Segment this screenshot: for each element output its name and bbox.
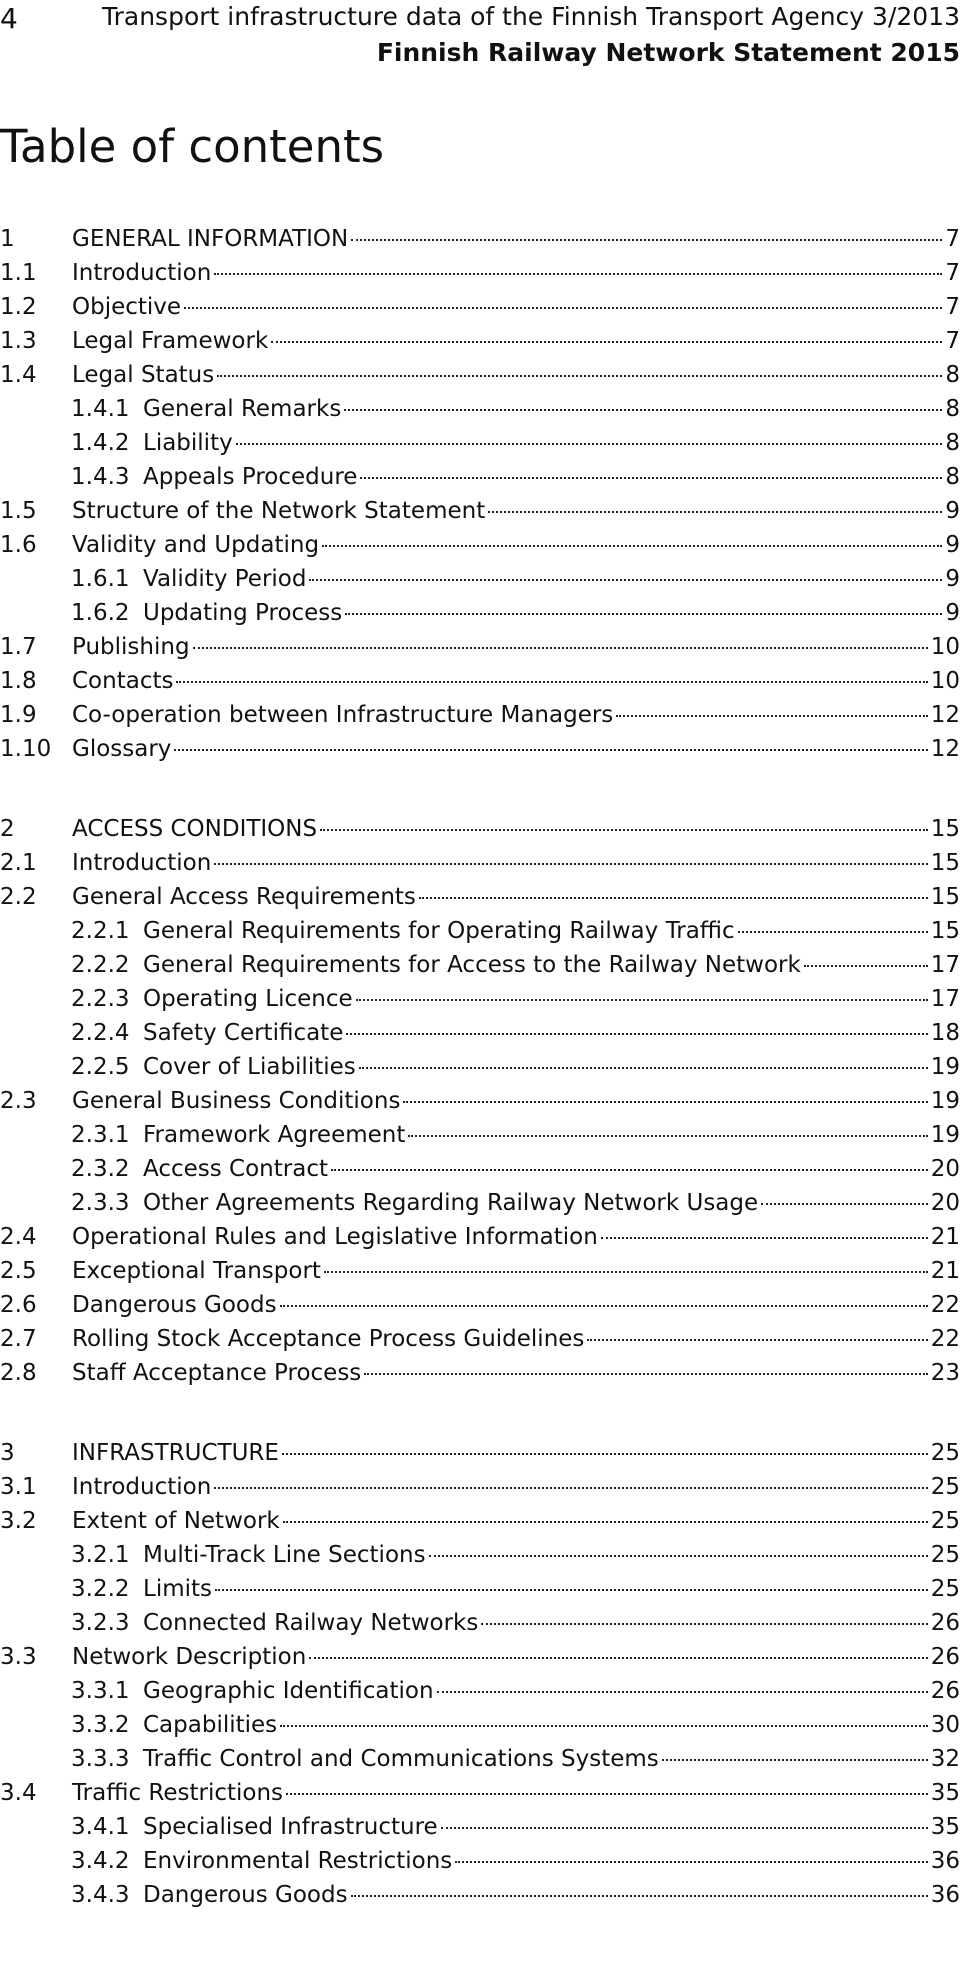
toc-entry-title: Structure of the Network Statement <box>72 498 486 524</box>
toc-entry-number: 1.4.1 <box>71 396 130 422</box>
toc-entry-page: 30 <box>930 1712 960 1738</box>
toc-dot-leader <box>215 1589 928 1591</box>
toc-entry-page: 20 <box>930 1156 960 1182</box>
toc-dot-leader <box>345 613 942 615</box>
toc-entry-title: General Requirements for Access to the Railway Network <box>143 952 801 978</box>
toc-entry-title: Framework Agreement <box>143 1122 406 1148</box>
toc-entry-number: 1.6.2 <box>71 600 130 626</box>
toc-entry[interactable] <box>0 918 960 952</box>
toc-entry[interactable] <box>0 1020 960 1054</box>
toc-entry-number: 3.4 <box>0 1780 37 1806</box>
toc-entry-page: 8 <box>945 430 960 456</box>
toc-entry[interactable] <box>0 1440 960 1474</box>
toc-entry-number: 2.2.1 <box>71 918 130 944</box>
toc-entry-number: 2.7 <box>0 1326 37 1352</box>
toc-entry-page: 15 <box>930 884 960 910</box>
toc-entry-number: 3.1 <box>0 1474 37 1500</box>
toc-entry[interactable] <box>0 1292 960 1326</box>
toc-entry-number: 1.4.2 <box>71 430 130 456</box>
toc-entry-page: 20 <box>930 1190 960 1216</box>
toc-entry-title: General Remarks <box>143 396 342 422</box>
toc-dot-leader <box>441 1827 928 1829</box>
toc-dot-leader <box>488 511 942 513</box>
toc-entry-number: 1.2 <box>0 294 37 320</box>
toc-entry-page: 25 <box>930 1542 960 1568</box>
toc-entry[interactable] <box>0 1576 960 1610</box>
toc-entry-number: 2.2 <box>0 884 37 910</box>
toc-dot-leader <box>236 443 943 445</box>
table-of-contents <box>0 226 960 1962</box>
toc-dot-leader <box>437 1691 928 1693</box>
toc-entry-page: 25 <box>930 1508 960 1534</box>
header-publication: Transport infrastructure data of the Finnish Transport Agency 3/2013 <box>102 2 960 31</box>
toc-entry-page: 15 <box>930 918 960 944</box>
toc-entry-title: General Requirements for Operating Railway Traffic <box>143 918 735 944</box>
toc-entry-title: Dangerous Goods <box>72 1292 277 1318</box>
toc-entry-number: 1.9 <box>0 702 37 728</box>
toc-dot-leader <box>662 1759 928 1761</box>
toc-entry-page: 23 <box>930 1360 960 1386</box>
toc-dot-leader <box>601 1237 928 1239</box>
toc-entry-title: General Access Requirements <box>72 884 416 910</box>
toc-entry-page: 21 <box>930 1224 960 1250</box>
toc-entry-page: 9 <box>945 600 960 626</box>
toc-dot-leader <box>351 1895 928 1897</box>
toc-entry-title: Access Contract <box>143 1156 328 1182</box>
toc-entry[interactable] <box>0 1746 960 1780</box>
toc-entry-page: 19 <box>930 1122 960 1148</box>
toc-entry-number: 2.8 <box>0 1360 37 1386</box>
toc-dot-leader <box>481 1623 927 1625</box>
toc-entry[interactable] <box>0 1360 960 1394</box>
toc-dot-leader <box>280 1305 928 1307</box>
toc-entry-title: Operating Licence <box>143 986 353 1012</box>
toc-entry-title: Glossary <box>72 736 172 762</box>
toc-entry-page: 15 <box>930 850 960 876</box>
toc-dot-leader <box>324 1271 928 1273</box>
toc-entry-title: Introduction <box>72 1474 212 1500</box>
toc-dot-leader <box>344 409 942 411</box>
toc-entry-page: 12 <box>930 702 960 728</box>
toc-entry-title: ACCESS CONDITIONS <box>72 816 318 842</box>
toc-entry[interactable] <box>0 328 960 362</box>
toc-entry-page: 17 <box>930 986 960 1012</box>
toc-entry-title: Liability <box>143 430 233 456</box>
toc-entry[interactable] <box>0 1780 960 1814</box>
toc-entry-page: 26 <box>930 1610 960 1636</box>
toc-entry[interactable] <box>0 464 960 498</box>
toc-entry-page: 9 <box>945 498 960 524</box>
toc-entry-number: 2.3.1 <box>71 1122 130 1148</box>
toc-entry-page: 15 <box>930 816 960 842</box>
toc-entry-title: Rolling Stock Acceptance Process Guidelines <box>72 1326 585 1352</box>
toc-title: Table of contents <box>0 120 385 173</box>
toc-entry[interactable] <box>0 1848 960 1882</box>
toc-entry[interactable] <box>0 362 960 396</box>
toc-entry[interactable] <box>0 1190 960 1224</box>
toc-entry-page: 12 <box>930 736 960 762</box>
toc-entry-number: 3.3 <box>0 1644 37 1670</box>
toc-entry-title: Traffic Restrictions <box>72 1780 284 1806</box>
toc-entry-number: 2.1 <box>0 850 37 876</box>
toc-dot-leader <box>184 307 942 309</box>
page-number: 4 <box>0 2 18 35</box>
toc-entry-title: Capabilities <box>143 1712 278 1738</box>
toc-entry-title: Introduction <box>72 850 212 876</box>
toc-entry-title: Validity Period <box>143 566 307 592</box>
toc-dot-leader <box>309 579 942 581</box>
toc-entry-page: 26 <box>930 1644 960 1670</box>
toc-entry-page: 7 <box>945 294 960 320</box>
toc-section <box>0 226 960 770</box>
toc-entry-number: 2.6 <box>0 1292 37 1318</box>
toc-entry[interactable] <box>0 1814 960 1848</box>
toc-dot-leader <box>217 375 942 377</box>
toc-entry-title: General Business Conditions <box>72 1088 401 1114</box>
toc-entry-number: 3.2.1 <box>71 1542 130 1568</box>
toc-entry-page: 10 <box>930 634 960 660</box>
toc-entry-number: 2.3.3 <box>71 1190 130 1216</box>
toc-entry[interactable] <box>0 952 960 986</box>
toc-entry-number: 1.8 <box>0 668 37 694</box>
toc-dot-leader <box>174 749 927 751</box>
toc-section <box>0 816 960 1394</box>
toc-entry[interactable] <box>0 850 960 884</box>
toc-entry-title: Legal Status <box>72 362 215 388</box>
toc-entry-page: 32 <box>930 1746 960 1772</box>
toc-entry[interactable] <box>0 1542 960 1576</box>
toc-entry[interactable] <box>0 634 960 668</box>
toc-entry-number: 2.3.2 <box>71 1156 130 1182</box>
toc-dot-leader <box>587 1339 927 1341</box>
toc-entry[interactable] <box>0 1224 960 1258</box>
toc-entry-title: Objective <box>72 294 182 320</box>
toc-entry-title: Introduction <box>72 260 212 286</box>
toc-entry-title: Dangerous Goods <box>143 1882 348 1908</box>
toc-entry-number: 3.3.2 <box>71 1712 130 1738</box>
toc-entry[interactable] <box>0 294 960 328</box>
toc-entry-number: 2.2.4 <box>71 1020 130 1046</box>
toc-dot-leader <box>214 863 927 865</box>
toc-entry-title: Limits <box>143 1576 212 1602</box>
toc-entry[interactable] <box>0 1678 960 1712</box>
toc-entry-number: 3.4.1 <box>71 1814 130 1840</box>
toc-entry-page: 36 <box>930 1882 960 1908</box>
toc-entry-number: 1.5 <box>0 498 37 524</box>
toc-entry-number: 1.1 <box>0 260 37 286</box>
toc-entry-page: 21 <box>930 1258 960 1284</box>
toc-entry-page: 25 <box>930 1474 960 1500</box>
toc-entry-title: Operational Rules and Legislative Information <box>72 1224 598 1250</box>
toc-entry-number: 1.6.1 <box>71 566 130 592</box>
toc-entry[interactable] <box>0 260 960 294</box>
toc-dot-leader <box>346 1033 927 1035</box>
toc-entry-title: Validity and Updating <box>72 532 320 558</box>
toc-dot-leader <box>364 1373 927 1375</box>
toc-section <box>0 1440 960 1916</box>
toc-entry-page: 19 <box>930 1088 960 1114</box>
toc-dot-leader <box>351 239 942 241</box>
toc-entry-number: 3 <box>0 1440 15 1466</box>
toc-entry-title: Cover of Liabilities <box>143 1054 356 1080</box>
toc-dot-leader <box>280 1725 928 1727</box>
toc-entry-title: Safety Certificate <box>143 1020 344 1046</box>
toc-entry-number: 3.4.3 <box>71 1882 130 1908</box>
toc-entry[interactable] <box>0 1474 960 1508</box>
toc-entry[interactable] <box>0 1712 960 1746</box>
toc-entry-title: Extent of Network <box>72 1508 280 1534</box>
toc-entry[interactable] <box>0 1054 960 1088</box>
toc-dot-leader <box>455 1861 927 1863</box>
toc-entry-page: 26 <box>930 1678 960 1704</box>
toc-entry[interactable] <box>0 226 960 260</box>
toc-entry-title: Exceptional Transport <box>72 1258 321 1284</box>
toc-entry[interactable] <box>0 986 960 1020</box>
toc-dot-leader <box>331 1169 928 1171</box>
toc-dot-leader <box>616 715 927 717</box>
toc-entry[interactable] <box>0 1508 960 1542</box>
toc-entry[interactable] <box>0 566 960 600</box>
toc-dot-leader <box>322 545 942 547</box>
toc-entry-number: 3.2.3 <box>71 1610 130 1636</box>
toc-entry-page: 25 <box>930 1576 960 1602</box>
toc-dot-leader <box>359 1067 928 1069</box>
toc-entry[interactable] <box>0 668 960 702</box>
toc-dot-leader <box>309 1657 927 1659</box>
toc-entry[interactable] <box>0 1156 960 1190</box>
toc-entry-title: GENERAL INFORMATION <box>72 226 349 252</box>
toc-dot-leader <box>214 273 942 275</box>
toc-dot-leader <box>214 1487 927 1489</box>
toc-entry-page: 35 <box>930 1814 960 1840</box>
toc-entry-page: 8 <box>945 464 960 490</box>
toc-entry-title: Connected Railway Networks <box>143 1610 479 1636</box>
toc-entry-page: 36 <box>930 1848 960 1874</box>
toc-entry[interactable] <box>0 1644 960 1678</box>
toc-entry-number: 1.4 <box>0 362 37 388</box>
toc-entry-page: 9 <box>945 532 960 558</box>
toc-entry-title: Specialised Infrastructure <box>143 1814 438 1840</box>
toc-entry-page: 7 <box>945 226 960 252</box>
toc-entry-number: 3.3.1 <box>71 1678 130 1704</box>
toc-entry-title: Other Agreements Regarding Railway Network Usage <box>143 1190 759 1216</box>
toc-entry[interactable] <box>0 702 960 736</box>
toc-entry-page: 22 <box>930 1292 960 1318</box>
toc-dot-leader <box>360 477 942 479</box>
toc-entry-title: Network Description <box>72 1644 307 1670</box>
toc-entry[interactable] <box>0 600 960 634</box>
toc-entry[interactable] <box>0 1882 960 1916</box>
toc-dot-leader <box>738 931 928 933</box>
toc-entry-page: 7 <box>945 260 960 286</box>
toc-entry-number: 3.3.3 <box>71 1746 130 1772</box>
toc-entry-title: Environmental Restrictions <box>143 1848 453 1874</box>
toc-entry-title: Appeals Procedure <box>143 464 358 490</box>
toc-entry-page: 19 <box>930 1054 960 1080</box>
toc-dot-leader <box>176 681 927 683</box>
toc-entry-page: 9 <box>945 566 960 592</box>
toc-entry-title: Geographic Identification <box>143 1678 434 1704</box>
toc-entry-number: 1.7 <box>0 634 37 660</box>
toc-entry-title: INFRASTRUCTURE <box>72 1440 279 1466</box>
toc-entry-number: 2.4 <box>0 1224 37 1250</box>
toc-dot-leader <box>271 341 942 343</box>
toc-entry-number: 2 <box>0 816 15 842</box>
toc-dot-leader <box>408 1135 927 1137</box>
toc-dot-leader <box>320 829 928 831</box>
toc-dot-leader <box>804 965 928 967</box>
toc-entry[interactable] <box>0 816 960 850</box>
toc-dot-leader <box>761 1203 928 1205</box>
toc-entry-number: 1 <box>0 226 15 252</box>
toc-entry[interactable] <box>0 884 960 918</box>
toc-entry-title: Publishing <box>72 634 190 660</box>
toc-entry-number: 2.3 <box>0 1088 37 1114</box>
toc-entry-number: 2.2.2 <box>71 952 130 978</box>
toc-entry-page: 7 <box>945 328 960 354</box>
toc-entry[interactable] <box>0 396 960 430</box>
toc-entry-title: Updating Process <box>143 600 343 626</box>
toc-entry-number: 1.4.3 <box>71 464 130 490</box>
toc-entry-page: 18 <box>930 1020 960 1046</box>
toc-entry[interactable] <box>0 736 960 770</box>
toc-entry-page: 25 <box>930 1440 960 1466</box>
toc-dot-leader <box>286 1793 928 1795</box>
toc-dot-leader <box>193 647 928 649</box>
toc-entry[interactable] <box>0 1326 960 1360</box>
toc-entry[interactable] <box>0 1122 960 1156</box>
toc-dot-leader <box>282 1453 928 1455</box>
toc-entry-title: Contacts <box>72 668 174 694</box>
toc-entry-number: 1.10 <box>0 736 52 762</box>
toc-entry-number: 2.2.3 <box>71 986 130 1012</box>
toc-dot-leader <box>283 1521 928 1523</box>
toc-entry[interactable] <box>0 430 960 464</box>
toc-entry-title: Co-operation between Infrastructure Managers <box>72 702 614 728</box>
toc-entry-number: 3.4.2 <box>71 1848 130 1874</box>
toc-entry-page: 10 <box>930 668 960 694</box>
toc-dot-leader <box>419 897 928 899</box>
toc-entry[interactable] <box>0 498 960 532</box>
toc-entry-title: Multi-Track Line Sections <box>143 1542 426 1568</box>
toc-entry[interactable] <box>0 1610 960 1644</box>
toc-dot-leader <box>403 1101 927 1103</box>
toc-entry-number: 1.3 <box>0 328 37 354</box>
toc-entry-page: 8 <box>945 396 960 422</box>
toc-entry[interactable] <box>0 1088 960 1122</box>
header-document-title: Finnish Railway Network Statement 2015 <box>376 38 960 67</box>
toc-dot-leader <box>429 1555 928 1557</box>
toc-entry[interactable] <box>0 532 960 566</box>
toc-entry-page: 35 <box>930 1780 960 1806</box>
toc-dot-leader <box>356 999 928 1001</box>
toc-entry-page: 22 <box>930 1326 960 1352</box>
toc-entry-page: 8 <box>945 362 960 388</box>
toc-entry-title: Traffic Control and Communications Systems <box>143 1746 659 1772</box>
toc-entry[interactable] <box>0 1258 960 1292</box>
toc-entry-number: 2.2.5 <box>71 1054 130 1080</box>
toc-entry-number: 2.5 <box>0 1258 37 1284</box>
toc-entry-number: 3.2.2 <box>71 1576 130 1602</box>
toc-entry-number: 1.6 <box>0 532 37 558</box>
toc-entry-page: 17 <box>930 952 960 978</box>
toc-entry-title: Staff Acceptance Process <box>72 1360 362 1386</box>
toc-entry-number: 3.2 <box>0 1508 37 1534</box>
toc-entry-title: Legal Framework <box>72 328 269 354</box>
